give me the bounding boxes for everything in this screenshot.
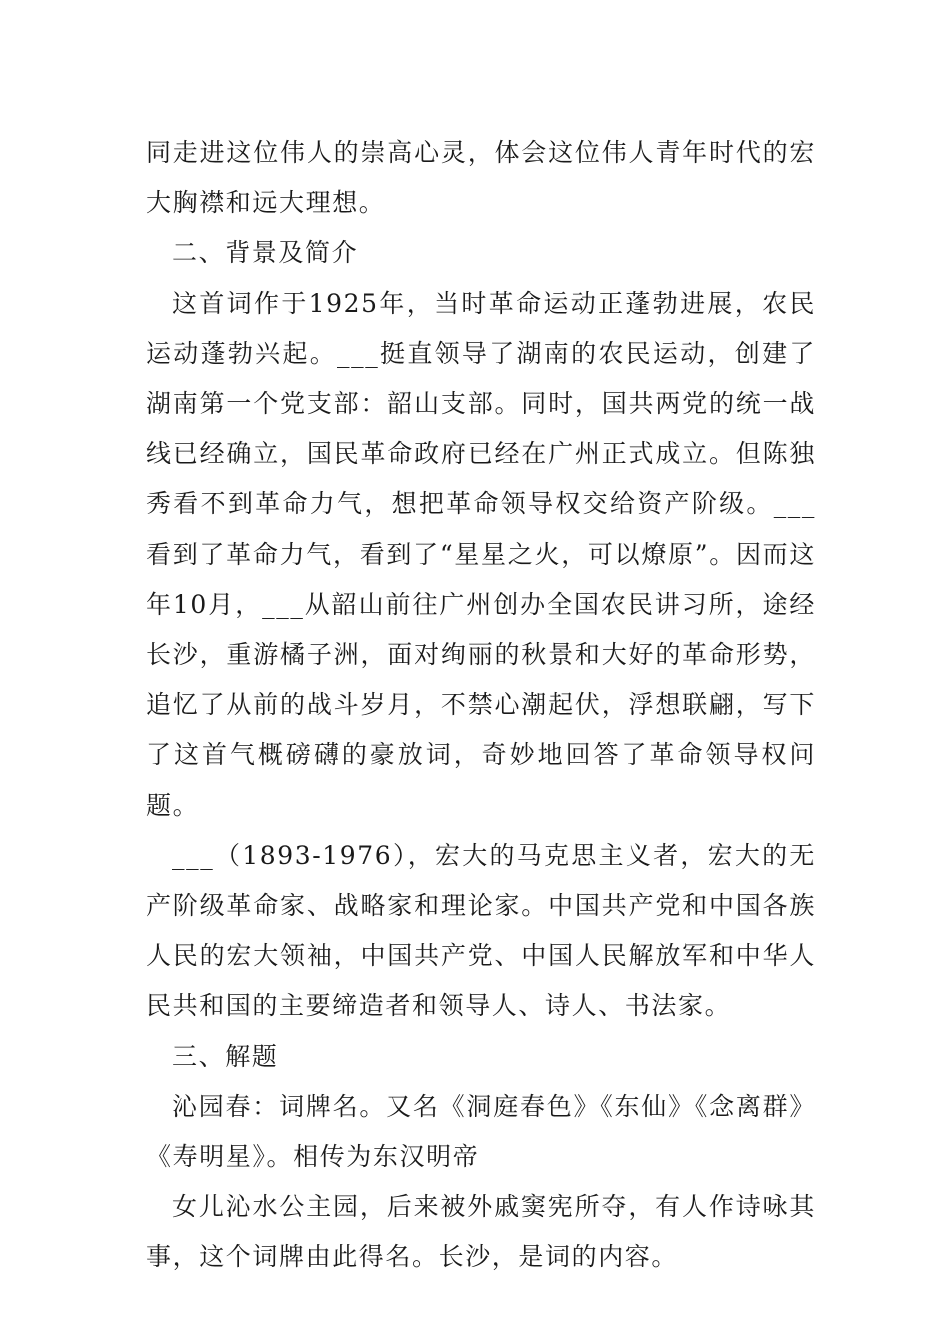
document-body [146,128,816,1283]
paragraph-background: 这首词作于1925年，当时革命运动正蓬勃进展，农民运动蓬勃兴起。___挺直领导了湖南的农民运动，创建了湖南第一个党支部：韶山支部。同时，国共两党的统一战线已经确立，国民革命政府已经在广州正式成立。但陈独秀看不到革命力气，想把革命领导权交给资产阶级。___看到了革命力气，看到了“星星之火，可以燎原”。因而这年10月，___从韶山前往广州创办全国农民讲习所，途经长沙，重游橘子洲，面对绚丽的秋景和大好的革命形势，追忆了从前的战斗岁月，不禁心潮起伏，浮想联翩，写下了这首气概磅礴的豪放词，奇妙地回答了革命领导权问题。 [146,288,816,820]
section-heading-background: 二、背景及简介 [172,238,359,268]
paragraph-cipai: 沁园春：词牌名。又名《洞庭春色》《东仙》《念离群》《寿明星》。相传为东汉明帝 [146,1091,816,1172]
paragraph-continuation: 同走进这位伟人的崇高心灵，体会这位伟人青年时代的宏大胸襟和远大理想。 [146,138,816,218]
paragraph-cipai-origin: 女儿沁水公主园，后来被外戚窦宪所夺，有人作诗咏其事，这个词牌由此得名。长沙，是词的内容。 [146,1192,816,1272]
paragraph-biography: ___（1893-1976），宏大的马克思主义者，宏大的无产阶级革命家、战略家和理论家。中国共产党和中国各族人民的宏大领袖，中国共产党、中国人民解放军和中华人民共和国的主要缔造者和领导人、诗人、书法家。 [146,840,816,1021]
section-heading-title-explanation: 三、解题 [172,1041,279,1071]
